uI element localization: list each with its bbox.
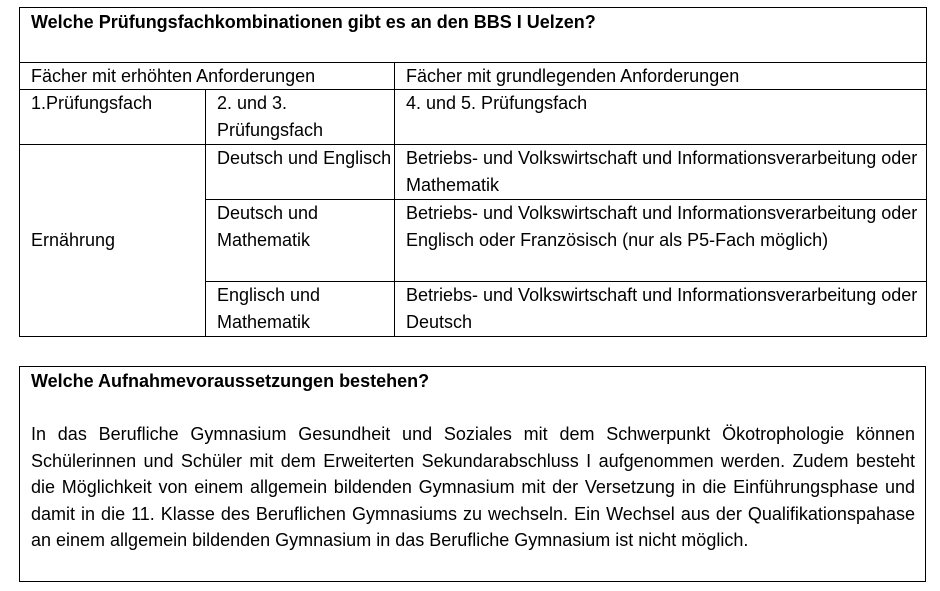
header-basic-requirements: Fächer mit grundlegenden Anforderungen	[395, 63, 927, 90]
column-label-second-third-subject: 2. und 3. Prüfungsfach	[206, 90, 395, 145]
column-label-first-subject: 1.Prüfungsfach	[20, 90, 206, 145]
combination-3-subjects-2-3: Englisch und Mathematik	[206, 282, 395, 337]
combination-2-subjects-2-3: Deutsch und Mathematik	[206, 200, 395, 282]
combination-2-subjects-4-5: Betriebs- und Volkswirtschaft und Informationsverarbeitung oder Englisch oder Französisch (nur als P5-Fach möglich)	[395, 200, 927, 282]
header-increased-requirements: Fächer mit erhöhten Anforderungen	[20, 63, 395, 90]
combination-1-subjects-4-5: Betriebs- und Volkswirtschaft und Informationsverarbeitung oder Mathematik	[395, 145, 927, 200]
admission-requirements-cell	[20, 367, 926, 582]
combinations-title: Welche Prüfungsfachkombinationen gibt es an den BBS I Uelzen?	[20, 8, 927, 63]
requirements-title: Welche Aufnahmevoraussetzungen bestehen?	[31, 371, 430, 391]
combination-3-subjects-4-5: Betriebs- und Volkswirtschaft und Informationsverarbeitung oder Deutsch	[395, 282, 927, 337]
exam-combinations-table	[19, 7, 927, 337]
combination-1-subjects-2-3: Deutsch und Englisch	[206, 145, 395, 200]
requirements-text: In das Berufliche Gymnasium Gesundheit und Soziales mit dem Schwerpunkt Ökotrophologie können Schülerinnen und Schüler mit dem Erweiterten Sekundarabschluss I aufgenommen werden. Zudem besteht die Möglichkeit von einem allgemein bildenden Gymnasium mit der Versetzung in die Einführungsphase und damit in die 11. Klasse des Beruflichen Gymnasiums zu wechseln. Ein Wechsel aus der Qualifikationspahase an einem allgemein bildenden Gymnasium in das Berufliche Gymnasium ist nicht möglich.	[31, 424, 915, 550]
column-label-fourth-fifth-subject: 4. und 5. Prüfungsfach	[395, 90, 927, 145]
first-subject-cell: Ernährung	[20, 145, 206, 337]
admission-requirements-box	[19, 366, 926, 582]
